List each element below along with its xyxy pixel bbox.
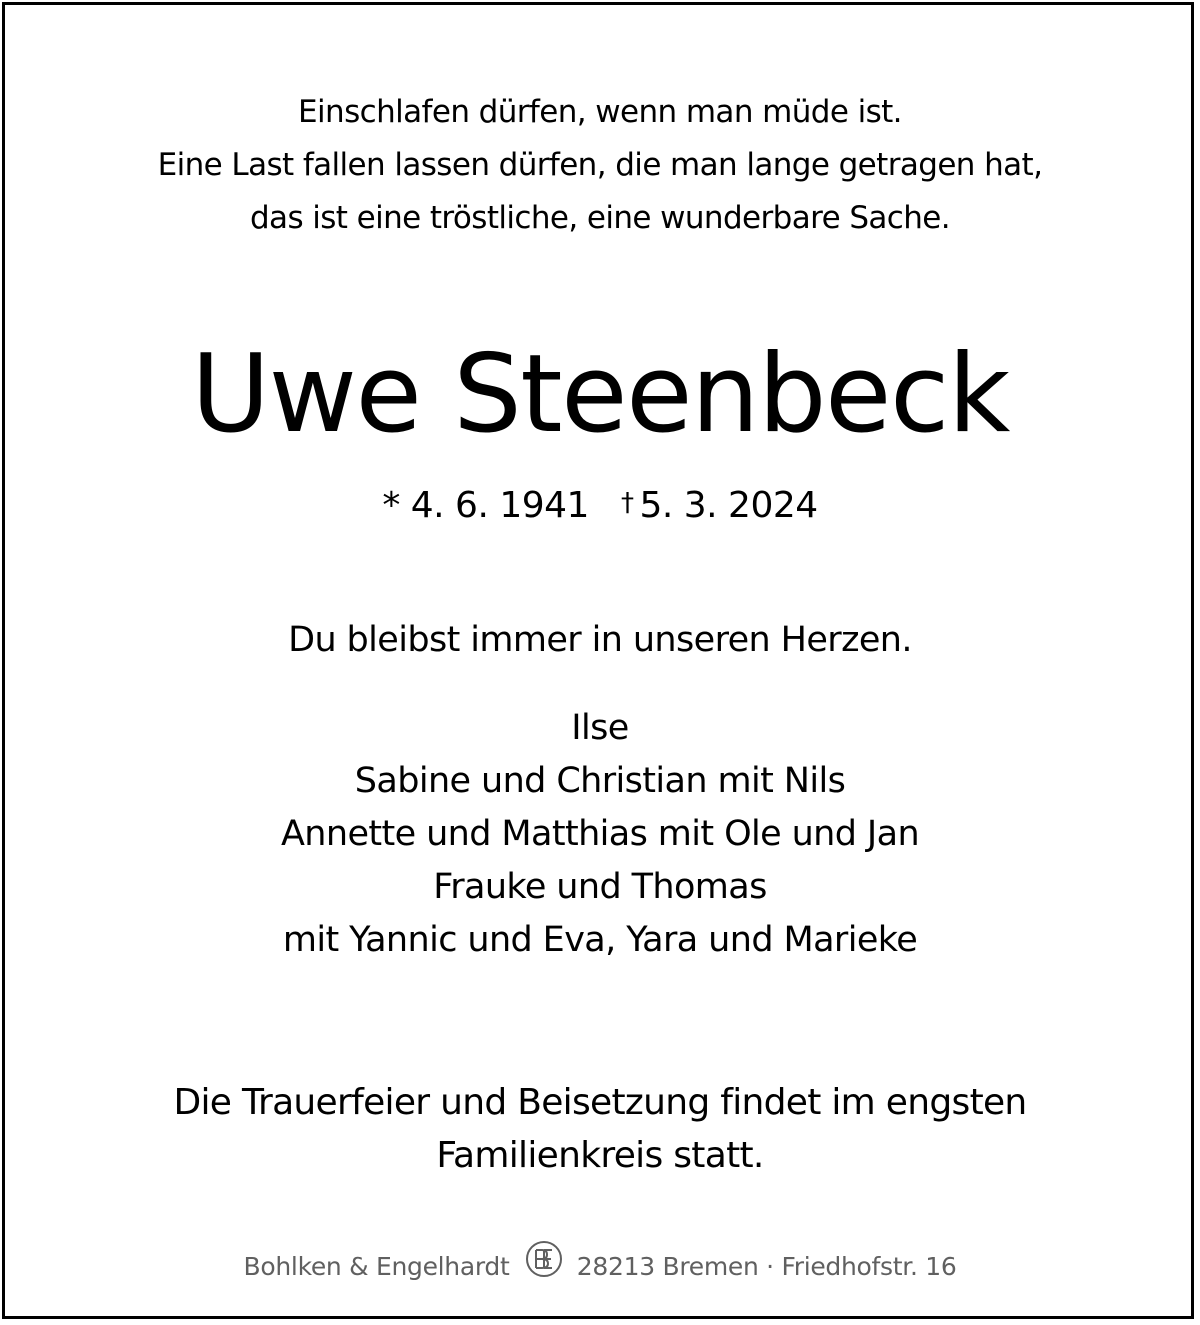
death-date: 5. 3. 2024: [639, 485, 818, 526]
funeral-home-name: Bohlken & Engelhardt: [243, 1252, 510, 1281]
notice-line: Familienkreis statt.: [436, 1135, 764, 1176]
quote-line: das ist eine tröstliche, eine wunderbare Sache.: [249, 200, 951, 236]
family-line: Frauke und Thomas: [433, 867, 767, 907]
motto: Du bleibst immer in unseren Herzen.: [288, 620, 912, 660]
life-dates: [0, 475, 1200, 534]
funeral-home-footer: [0, 1243, 1200, 1293]
deceased-name: Uwe Steenbeck: [191, 332, 1009, 457]
family-line: Annette und Matthias mit Ole und Jan: [280, 814, 920, 854]
family-line: Ilse: [571, 708, 629, 748]
quote-line: Einschlafen dürfen, wenn man müde ist.: [298, 94, 902, 130]
funeral-notice: [0, 1076, 1200, 1182]
notice-line: Die Trauerfeier und Beisetzung findet im engsten: [173, 1082, 1027, 1123]
family-names: [0, 702, 1200, 967]
quote: [0, 86, 1200, 245]
funeral-home-logo-icon: [525, 1240, 563, 1290]
birth-date: * 4. 6. 1941: [382, 485, 589, 526]
family-line: mit Yannic und Eva, Yara und Marieke: [282, 920, 918, 960]
family-line: Sabine und Christian mit Nils: [354, 761, 846, 801]
death-symbol: †: [620, 488, 634, 518]
quote-line: Eine Last fallen lassen dürfen, die man lange getragen hat,: [157, 147, 1043, 183]
funeral-home-address: 28213 Bremen · Friedhofstr. 16: [576, 1252, 957, 1281]
